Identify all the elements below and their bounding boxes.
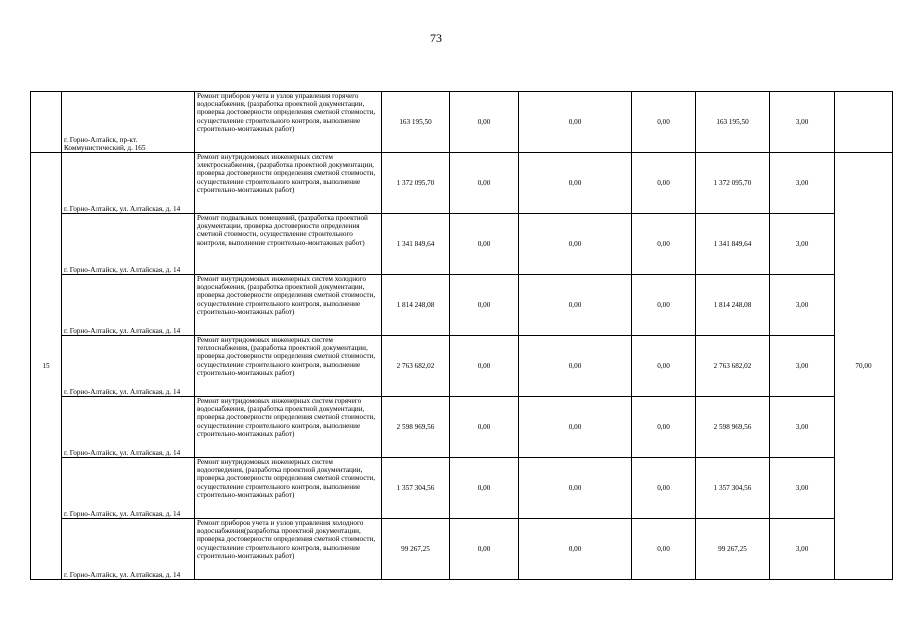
owners-funds-cell: 1 372 095,70 <box>696 153 770 214</box>
local-budget-cell: 0,00 <box>632 214 696 275</box>
cost-total-cell: 2 598 969,56 <box>382 397 450 458</box>
local-budget-cell: 0,00 <box>632 519 696 580</box>
work-schedule-table <box>30 91 893 580</box>
table-row <box>31 214 893 275</box>
row-number-cell <box>31 92 62 153</box>
cost-total-cell: 99 267,25 <box>382 519 450 580</box>
fund-cell: 0,00 <box>450 519 519 580</box>
owners-funds-cell: 99 267,25 <box>696 519 770 580</box>
work-description-cell: Ремонт внутридомовых инженерных систем электроснабжения, (разработка проектной документации, проверка достоверности определения сметной стоимости, осуществление строительного контроля, выполнение строительно-монтажных работ) <box>195 153 382 214</box>
cost-total-cell: 2 763 682,02 <box>382 336 450 397</box>
table-row <box>31 519 893 580</box>
fund-cell: 0,00 <box>450 397 519 458</box>
address-cell: г. Горно-Алтайск, ул. Алтайская, д. 14 <box>62 214 195 275</box>
budget-cell: 0,00 <box>519 214 632 275</box>
cost-total-cell: 1 372 095,70 <box>382 153 450 214</box>
table-row <box>31 275 893 336</box>
fund-cell: 0,00 <box>450 214 519 275</box>
fund-cell: 0,00 <box>450 92 519 153</box>
budget-cell: 0,00 <box>519 519 632 580</box>
fund-cell: 0,00 <box>450 336 519 397</box>
cost-total-cell: 163 195,50 <box>382 92 450 153</box>
table-row <box>31 153 893 214</box>
term-cell: 3,00 <box>770 397 835 458</box>
fund-cell: 0,00 <box>450 275 519 336</box>
budget-cell: 0,00 <box>519 153 632 214</box>
owners-funds-cell: 1 357 304,56 <box>696 458 770 519</box>
budget-cell: 0,00 <box>519 336 632 397</box>
term-cell: 3,00 <box>770 336 835 397</box>
address-cell: г. Горно-Алтайск, ул. Алтайская, д. 14 <box>62 153 195 214</box>
owners-funds-cell: 2 763 682,02 <box>696 336 770 397</box>
owners-funds-cell: 2 598 969,56 <box>696 397 770 458</box>
cost-total-cell: 1 341 849,64 <box>382 214 450 275</box>
cost-total-cell: 1 357 304,56 <box>382 458 450 519</box>
budget-cell: 0,00 <box>519 458 632 519</box>
local-budget-cell: 0,00 <box>632 336 696 397</box>
work-description-cell: Ремонт подвальных помещений, (разработка проектной документации, проверка достоверности определения сметной стоимости, осуществление строительного контроля, выполнение строительно-монтажных работ) <box>195 214 382 275</box>
page-number: 73 <box>430 31 442 45</box>
work-description-cell: Ремонт внутридомовых инженерных систем водоотведения, (разработка проектной документации, проверка достоверности определения сметной стоимости, осуществление строительного контроля, выполнение строительно-монтажных работ) <box>195 458 382 519</box>
term-cell: 3,00 <box>770 92 835 153</box>
work-description-cell: Ремонт приборов учета и узлов управления горячего водоснабжения, (разработка проектной документации, проверка достоверности определения сметной стоимости, осуществление строительного контроля, выполнение строительно-монтажных работ) <box>195 92 382 153</box>
table-row <box>31 336 893 397</box>
work-description-cell: Ремонт приборов учета и узлов управления холодного водоснабжения(разработка проектной документации, проверка достоверности определения сметной стоимости, осуществление строительного контроля, выполнение строительно-монтажных работ) <box>195 519 382 580</box>
table-row <box>31 458 893 519</box>
group-number-cell: 15 <box>31 153 62 580</box>
budget-cell: 0,00 <box>519 92 632 153</box>
table-body <box>31 92 893 580</box>
cost-total-cell: 1 814 248,08 <box>382 275 450 336</box>
term-cell: 3,00 <box>770 458 835 519</box>
address-cell: г. Горно-Алтайск, ул. Алтайская, д. 14 <box>62 458 195 519</box>
budget-cell: 0,00 <box>519 275 632 336</box>
address-cell: г. Горно-Алтайск, ул. Алтайская, д. 14 <box>62 519 195 580</box>
table-row <box>31 397 893 458</box>
address-cell: г. Горно-Алтайск, ул. Алтайская, д. 14 <box>62 397 195 458</box>
group-total-cell: 70,00 <box>835 153 893 580</box>
term-cell: 3,00 <box>770 153 835 214</box>
work-description-cell: Ремонт внутридомовых инженерных систем горячего водоснабжения, (разработка проектной документации, проверка достоверности определения сметной стоимости, осуществление строительного контроля, выполнение строительно-монтажных работ) <box>195 397 382 458</box>
owners-funds-cell: 1 341 849,64 <box>696 214 770 275</box>
term-cell: 3,00 <box>770 519 835 580</box>
total-cell <box>835 92 893 153</box>
budget-cell: 0,00 <box>519 397 632 458</box>
local-budget-cell: 0,00 <box>632 275 696 336</box>
work-description-cell: Ремонт внутридомовых инженерных систем холодного водоснабжения, (разработка проектной документации, проверка достоверности определения сметной стоимости, осуществление строительного контроля, выполнение строительно-монтажных работ) <box>195 275 382 336</box>
local-budget-cell: 0,00 <box>632 153 696 214</box>
work-description-cell: Ремонт внутридомовых инженерных систем теплоснабжения, (разработка проектной документации, проверка достоверности определения сметной стоимости, осуществление строительного контроля, выполнение строительно-монтажных работ) <box>195 336 382 397</box>
local-budget-cell: 0,00 <box>632 458 696 519</box>
term-cell: 3,00 <box>770 275 835 336</box>
address-cell: г. Горно-Алтайск, пр-кт. Коммунистический, д. 165 <box>62 92 195 153</box>
address-cell: г. Горно-Алтайск, ул. Алтайская, д. 14 <box>62 336 195 397</box>
owners-funds-cell: 1 814 248,08 <box>696 275 770 336</box>
local-budget-cell: 0,00 <box>632 92 696 153</box>
table-row <box>31 92 893 153</box>
term-cell: 3,00 <box>770 214 835 275</box>
owners-funds-cell: 163 195,50 <box>696 92 770 153</box>
local-budget-cell: 0,00 <box>632 397 696 458</box>
fund-cell: 0,00 <box>450 458 519 519</box>
address-cell: г. Горно-Алтайск, ул. Алтайская, д. 14 <box>62 275 195 336</box>
fund-cell: 0,00 <box>450 153 519 214</box>
